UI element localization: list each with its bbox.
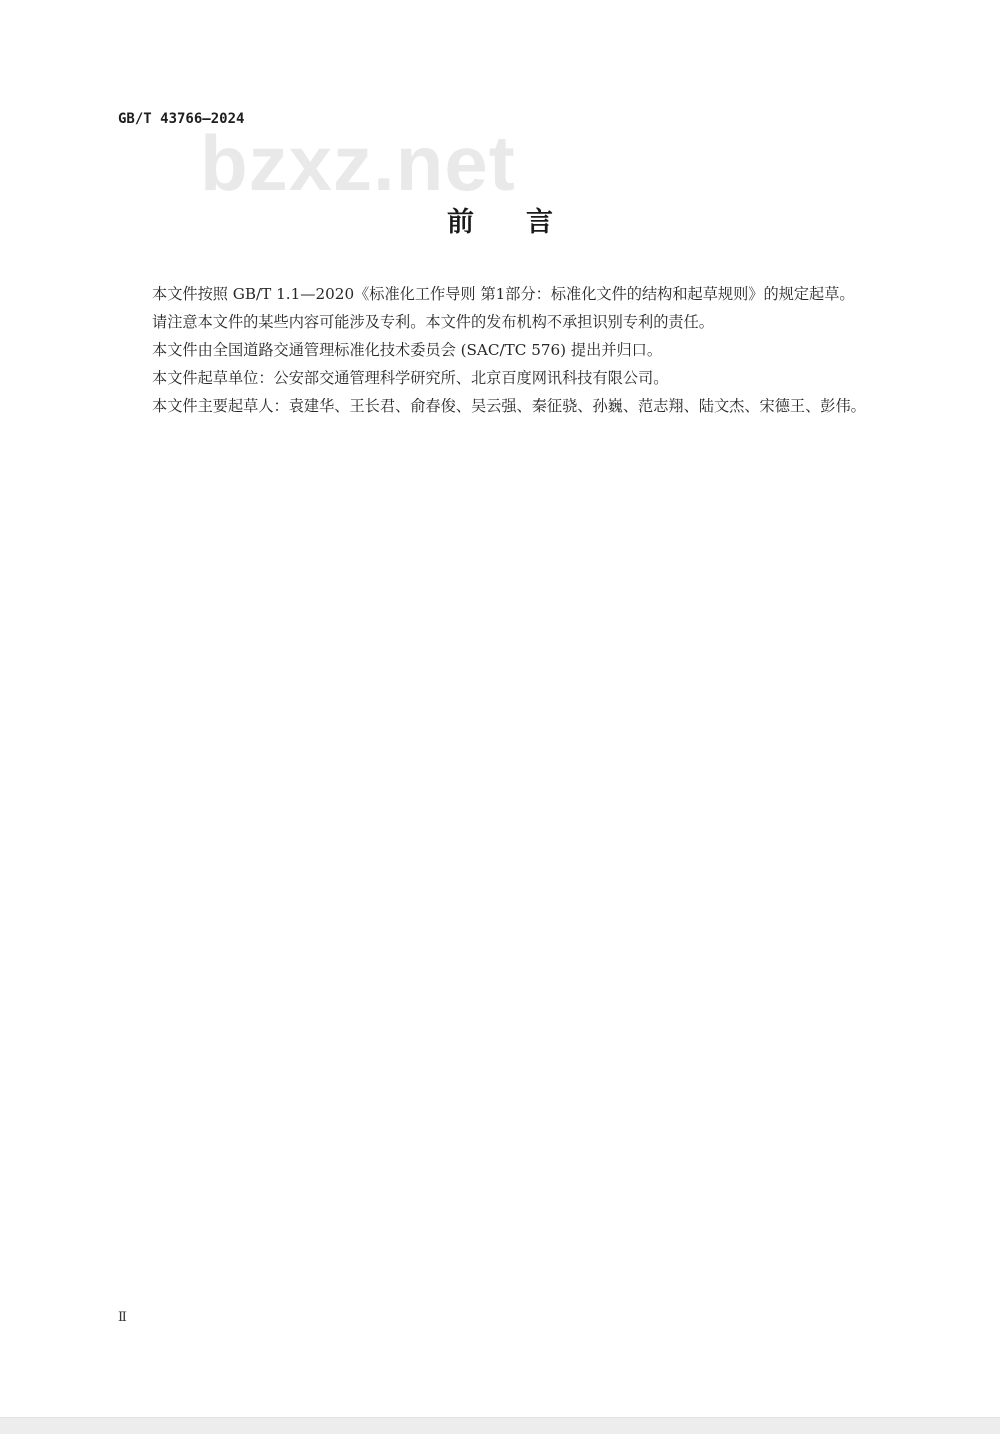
preface-body xyxy=(118,281,915,419)
paragraph-drafting-rules: 本文件按照 GB/T 1.1—2020《标准化工作导则 第1部分：标准化文件的结构和起草规则》的规定起草。 xyxy=(152,285,855,303)
paragraph-patent-notice: 请注意本文件的某些内容可能涉及专利。本文件的发布机构不承担识别专利的责任。 xyxy=(152,313,714,331)
title-char-2: 言 xyxy=(526,207,553,238)
viewer-bottom-bar xyxy=(0,1417,1000,1434)
paragraph-proposer: 本文件由全国道路交通管理标准化技术委员会 (SAC/TC 576) 提出并归口。 xyxy=(152,341,663,359)
paragraph-drafters: 本文件主要起草人：袁建华、王长君、俞春俊、吴云强、秦征骁、孙巍、范志翔、陆文杰、宋德王、彭伟。 xyxy=(152,397,866,415)
standard-code: GB/T 43766—2024 xyxy=(118,111,245,127)
page-number: Ⅱ xyxy=(118,1310,127,1325)
watermark: bzxz.net xyxy=(200,119,516,207)
paragraph-drafting-units: 本文件起草单位：公安部交通管理科学研究所、北京百度网讯科技有限公司。 xyxy=(152,369,669,387)
title-char-1: 前 xyxy=(447,207,474,238)
page-title xyxy=(0,200,1000,239)
